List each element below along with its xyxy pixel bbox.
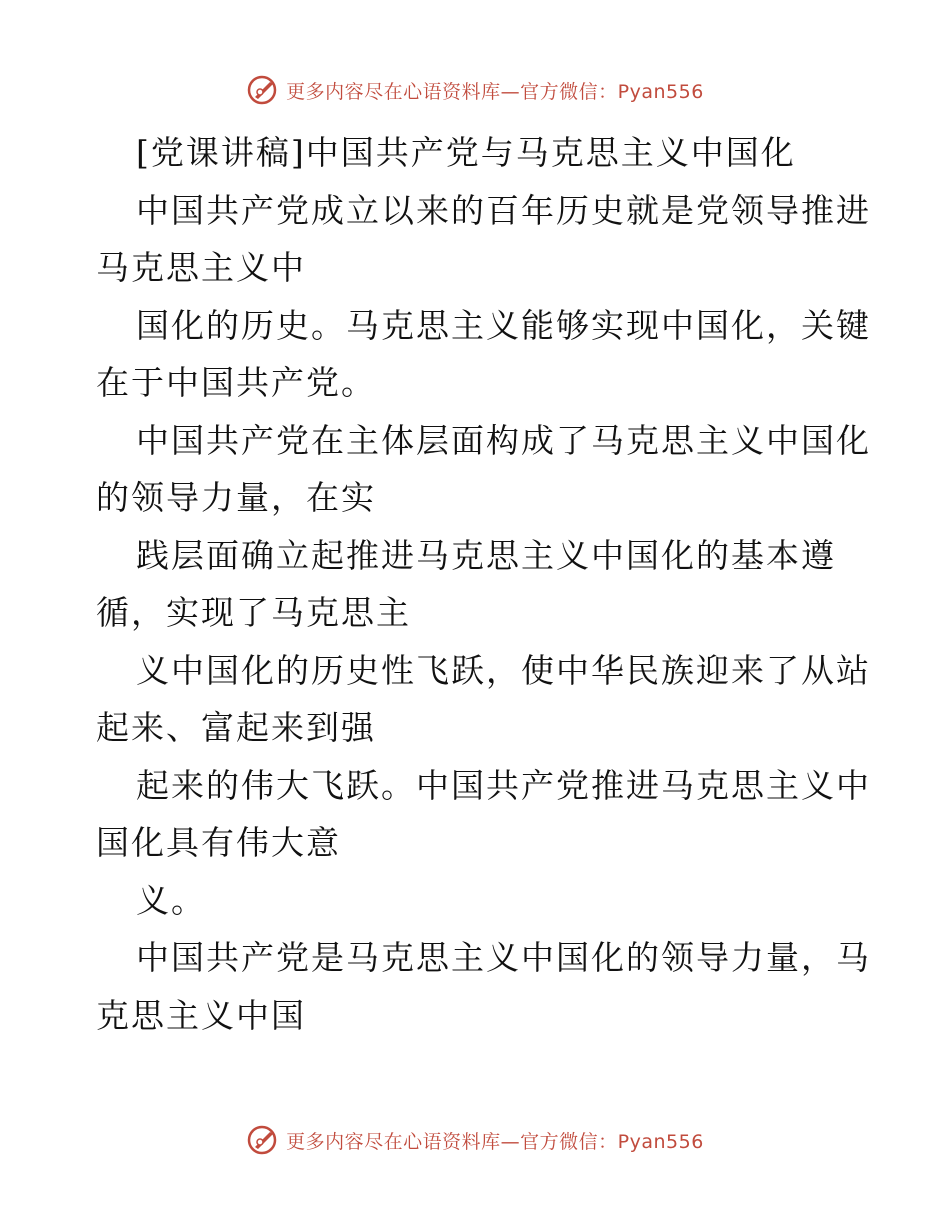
footer-banner bbox=[0, 1120, 950, 1160]
paragraph-line: 践层面确立起推进马克思主义中国化的基本遵 bbox=[136, 535, 836, 575]
header-banner bbox=[0, 70, 950, 110]
paragraph-line: 在于中国共产党。 bbox=[96, 363, 376, 402]
paragraph-line: 起来的伟大飞跃。中国共产党推进马克思主义中 bbox=[136, 765, 871, 805]
paragraph-line: 义中国化的历史性飞跃，使中华民族迎来了从站 bbox=[136, 650, 871, 690]
paragraph-line: 中国共产党成立以来的百年历史就是党领导推进 bbox=[136, 190, 871, 230]
quill-logo-icon bbox=[246, 1123, 280, 1157]
paragraph-line: 国化具有伟大意 bbox=[96, 823, 341, 862]
paragraph-line: 起来、富起来到强 bbox=[96, 708, 376, 747]
document-title: [党课讲稿]中国共产党与马克思主义中国化 bbox=[136, 133, 796, 172]
paragraph-line: 循，实现了马克思主 bbox=[96, 593, 411, 632]
paragraph-line: 的领导力量，在实 bbox=[96, 478, 376, 517]
paragraph-line: 中国共产党在主体层面构成了马克思主义中国化 bbox=[136, 420, 871, 460]
quill-logo-icon bbox=[246, 73, 280, 107]
document-body bbox=[96, 124, 871, 1044]
footer-banner-text: 更多内容尽在心语资料库—官方微信：Pyan556 bbox=[286, 1130, 704, 1153]
paragraph-line: 国化的历史。马克思主义能够实现中国化，关键 bbox=[136, 305, 871, 345]
paragraph-line: 中国共产党是马克思主义中国化的领导力量，马 bbox=[136, 938, 871, 977]
paragraph-line: 克思主义中国 bbox=[96, 995, 306, 1035]
paragraph-line: 义。 bbox=[136, 880, 206, 920]
paragraph-line: 马克思主义中 bbox=[96, 248, 306, 287]
header-banner-text: 更多内容尽在心语资料库—官方微信：Pyan556 bbox=[286, 80, 704, 103]
